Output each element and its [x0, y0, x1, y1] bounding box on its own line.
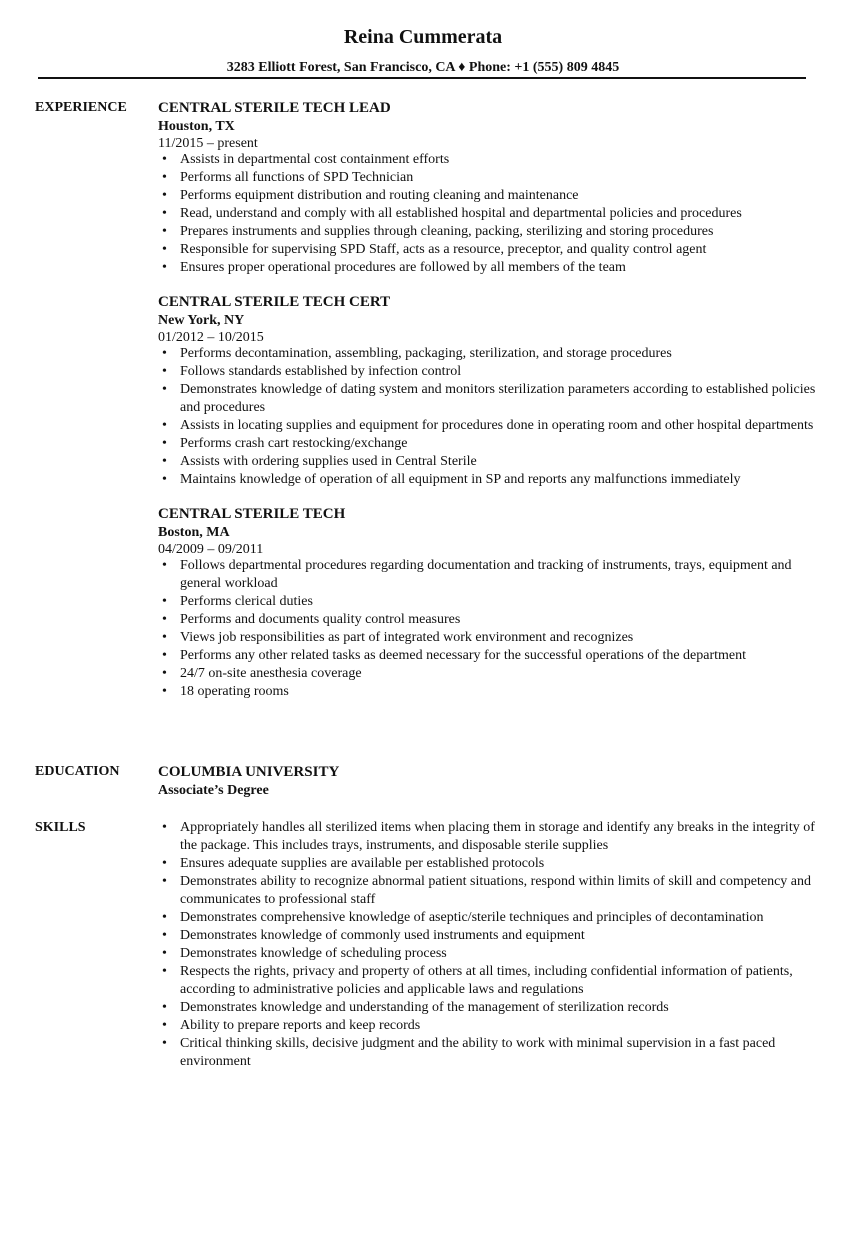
- list-item: • Ensures proper operational procedures are followed by all members of the team: [158, 259, 818, 277]
- job-location: Boston, MA: [158, 525, 230, 540]
- degree: Associate’s Degree: [158, 783, 269, 798]
- list-item: • 24/7 on-site anesthesia coverage: [158, 665, 818, 683]
- list-item: • Prepares instruments and supplies through cleaning, packing, sterilizing and storing procedures: [158, 223, 818, 241]
- list-item: • Follows standards established by infection control: [158, 363, 818, 381]
- section-label-skills: SKILLS: [35, 820, 86, 835]
- list-item: • Performs all functions of SPD Technician: [158, 169, 818, 187]
- list-item: • Read, understand and comply with all established hospital and departmental policies and procedures: [158, 205, 818, 223]
- job-bullet-list: [158, 557, 818, 701]
- list-item: • Performs crash cart restocking/exchange: [158, 435, 818, 453]
- list-item: • Performs clerical duties: [158, 593, 818, 611]
- job-entry: [158, 505, 818, 701]
- list-item: • Appropriately handles all sterilized items when placing them in storage and identify any breaks in the integrity of the package. This includes trays, instruments, and disposable sterile supplies: [158, 819, 818, 855]
- skills-bullet-list: [158, 819, 818, 1071]
- list-item: • Assists in departmental cost containment efforts: [158, 151, 818, 169]
- experience-body: [158, 99, 818, 717]
- list-item: • Performs decontamination, assembling, packaging, sterilization, and storage procedures: [158, 345, 818, 363]
- section-label-experience: EXPERIENCE: [35, 100, 127, 115]
- list-item: • Performs any other related tasks as deemed necessary for the successful operations of the department: [158, 647, 818, 665]
- job-dates: 11/2015 – present: [158, 136, 258, 151]
- list-item: • Maintains knowledge of operation of all equipment in SP and reports any malfunctions immediately: [158, 471, 818, 489]
- list-item: • Demonstrates knowledge of dating system and monitors sterilization parameters according to established policies and procedures: [158, 381, 818, 417]
- list-item: • Demonstrates ability to recognize abnormal patient situations, respond within limits of skill and competency and communicates to professional staff: [158, 873, 818, 909]
- list-item: • Critical thinking skills, decisive judgment and the ability to work with minimal supervision in a fast paced environment: [158, 1035, 818, 1071]
- job-location: New York, NY: [158, 313, 245, 328]
- header-divider: [38, 77, 806, 79]
- list-item: • Assists with ordering supplies used in Central Sterile: [158, 453, 818, 471]
- list-item: • Demonstrates knowledge of scheduling process: [158, 945, 818, 963]
- school-name: COLUMBIA UNIVERSITY: [158, 764, 340, 780]
- job-bullet-list: [158, 345, 818, 489]
- list-item: • Performs equipment distribution and routing cleaning and maintenance: [158, 187, 818, 205]
- job-bullet-list: [158, 151, 818, 277]
- list-item: • 18 operating rooms: [158, 683, 818, 701]
- job-entry: [158, 293, 818, 489]
- job-dates: 01/2012 – 10/2015: [158, 330, 264, 345]
- section-label-education: EDUCATION: [35, 764, 120, 779]
- list-item: • Views job responsibilities as part of integrated work environment and recognizes: [158, 629, 818, 647]
- job-title: CENTRAL STERILE TECH LEAD: [158, 100, 391, 116]
- education-body: [158, 763, 818, 800]
- skills-body: [158, 819, 818, 1071]
- job-title: CENTRAL STERILE TECH CERT: [158, 294, 391, 310]
- list-item: • Respects the rights, privacy and property of others at all times, including confidential information of patients, according to administrative policies and applicable laws and regulations: [158, 963, 818, 999]
- list-item: • Demonstrates comprehensive knowledge of aseptic/sterile techniques and principles of decontamination: [158, 909, 818, 927]
- list-item: • Performs and documents quality control measures: [158, 611, 818, 629]
- job-dates: 04/2009 – 09/2011: [158, 542, 264, 557]
- list-item: • Follows departmental procedures regarding documentation and tracking of instruments, trays, equipment and general workload: [158, 557, 818, 593]
- list-item: • Assists in locating supplies and equipment for procedures done in operating room and other hospital departments: [158, 417, 818, 435]
- list-item: • Responsible for supervising SPD Staff, acts as a resource, preceptor, and quality control agent: [158, 241, 818, 259]
- job-location: Houston, TX: [158, 119, 235, 134]
- list-item: • Ability to prepare reports and keep records: [158, 1017, 818, 1035]
- candidate-name: Reina Cummerata: [343, 26, 503, 48]
- list-item: • Demonstrates knowledge of commonly used instruments and equipment: [158, 927, 818, 945]
- contact-line: 3283 Elliott Forest, San Francisco, CA ♦ Phone: +1 (555) 809 4845: [226, 60, 620, 75]
- job-entry: [158, 99, 818, 277]
- list-item: • Demonstrates knowledge and understanding of the management of sterilization records: [158, 999, 818, 1017]
- list-item: • Ensures adequate supplies are available per established protocols: [158, 855, 818, 873]
- job-title: CENTRAL STERILE TECH: [158, 506, 346, 522]
